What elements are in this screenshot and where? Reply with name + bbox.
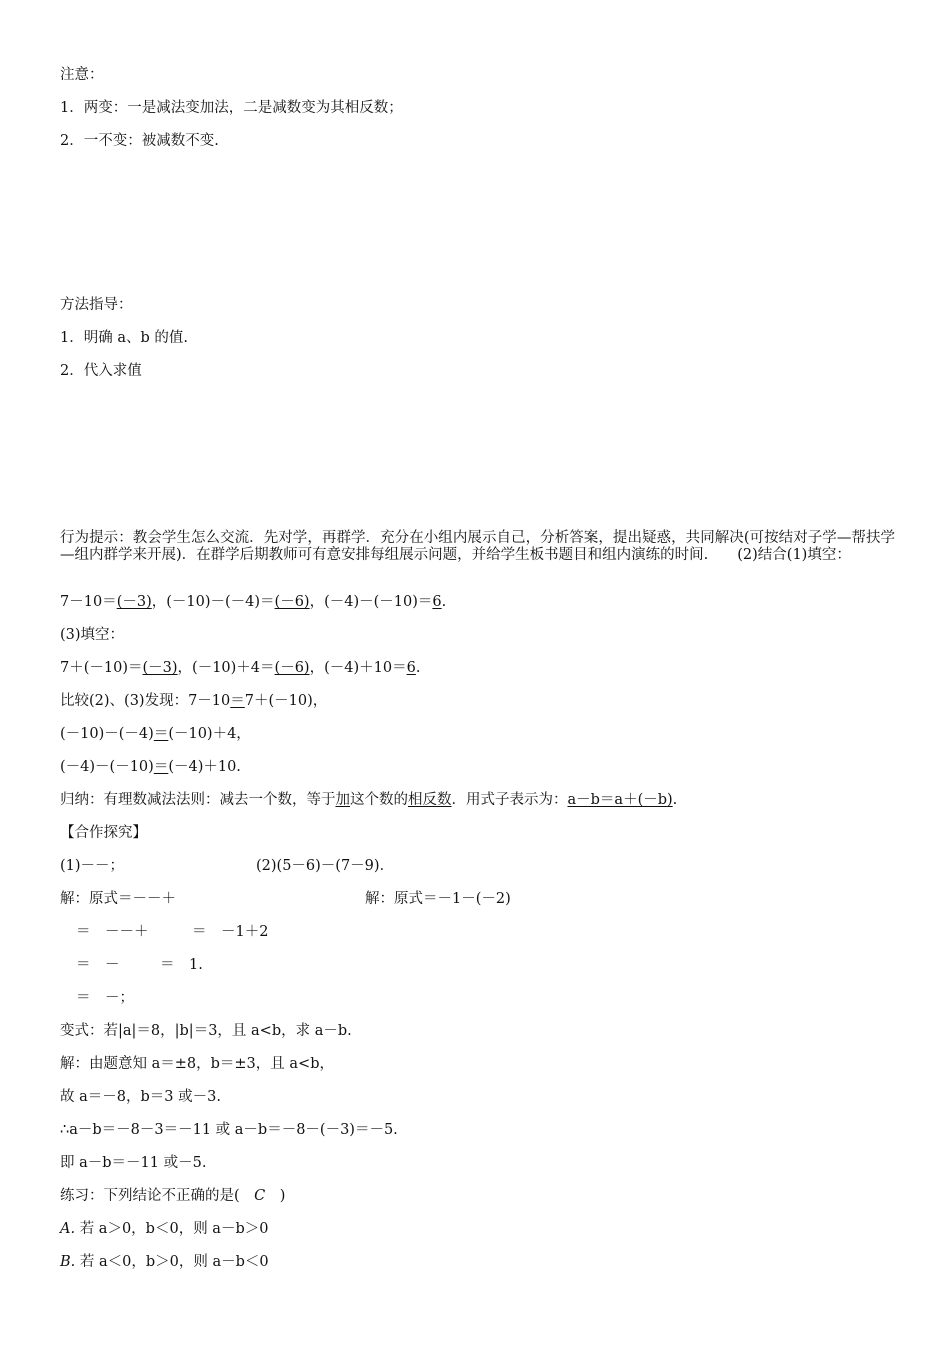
variant-solution-4: 即 a－b＝－11 或－5.	[60, 1155, 207, 1171]
fill3-a-answer: (－3)	[142, 660, 178, 676]
summary-line	[60, 793, 677, 808]
compare-1-eq: ＝	[230, 693, 245, 709]
solution-2-line-2: ＝ －1＋2	[192, 924, 269, 940]
coop-title: 【合作探究】	[60, 825, 147, 841]
solution-1-line-1: 解：原式＝－－＋	[60, 891, 176, 907]
method-item-2: 2．代入求值	[60, 363, 142, 379]
practice-question-text: 练习：下列结论不正确的是(	[60, 1188, 255, 1204]
fill2-a-question: 7－10＝	[60, 594, 117, 610]
compare-1-left: 比较(2)、(3)发现：7－10	[60, 693, 231, 709]
practice-question	[60, 1189, 285, 1204]
solution-1-line-2: ＝ －－＋	[76, 924, 149, 940]
variant-question: 变式：若|a|＝8，|b|＝3，且 a<b，求 a－b.	[60, 1023, 352, 1039]
compare-2-right: (－10)＋4，	[168, 726, 251, 742]
practice-answer: C	[254, 1188, 266, 1204]
compare-3-left: (－4)－(－10)	[60, 759, 154, 775]
compare-2-left: (－10)－(－4)	[60, 726, 154, 742]
compare-2-eq: ＝	[153, 726, 169, 742]
variant-solution-3: ∴a－b＝－8－3＝－11 或 a－b＝－8－(－3)＝－5.	[60, 1122, 398, 1138]
fill3-c-question: ，(－4)＋10＝	[309, 660, 407, 676]
summary-mid-2: ．用式子表示为：	[451, 792, 568, 808]
summary-answer-2: 相反数	[408, 792, 452, 808]
summary-answer-3: a－b＝a＋(－b)	[567, 792, 673, 808]
compare-line-1	[60, 694, 327, 709]
option-b-label: B.	[60, 1254, 76, 1270]
fill3-a-question: 7＋(－10)＝	[60, 660, 143, 676]
variant-solution-1: 解：由题意知 a＝±8，b＝±3，且 a<b，	[60, 1056, 334, 1072]
solution-2-line-1: 解：原式＝－1－(－2)	[365, 891, 511, 907]
fill3-b-question: ，(－10)＋4＝	[177, 660, 275, 676]
notice-item-1: 1．两变：一是减法变加法，二是减数变为其相反数；	[60, 100, 403, 116]
practice-option-b	[60, 1255, 269, 1270]
compare-line-2	[60, 727, 251, 742]
fill2-c-answer: 6	[432, 594, 442, 610]
method-item-1: 1．明确 a、b 的值.	[60, 330, 188, 346]
summary-mid: 这个数的	[350, 792, 408, 808]
compare-3-right: (－4)＋10.	[168, 759, 241, 775]
fill3-b-answer: (－6)	[274, 660, 310, 676]
exercise-2: (2)(5－6)－(7－9)．	[256, 858, 395, 874]
option-a-label: A.	[60, 1221, 76, 1237]
fill-line-3	[60, 661, 420, 676]
fill2-b-answer: (－6)	[274, 594, 310, 610]
solution-2-line-3: ＝ 1.	[160, 957, 203, 973]
fill3-title: (3)填空：	[60, 627, 125, 643]
fill-line-2	[60, 595, 446, 610]
fill2-b-question: ，(－10)－(－4)＝	[151, 594, 275, 610]
solution-1-line-3: ＝ －	[76, 957, 120, 973]
compare-3-eq: ＝	[153, 759, 169, 775]
option-a-text: 若 a＞0，b＜0，则 a－b＞0	[79, 1221, 269, 1237]
summary-pre: 归纳：有理数减法法则：减去一个数，等于	[60, 792, 336, 808]
practice-option-a	[60, 1222, 268, 1237]
practice-question-close: )	[265, 1188, 286, 1204]
exercise-1: (1)－－；	[60, 858, 125, 874]
fill2-end: .	[441, 594, 447, 610]
compare-1-right: 7＋(－10)，	[244, 693, 328, 709]
fill3-end: .	[415, 660, 421, 676]
summary-end: .	[672, 792, 678, 808]
method-title: 方法指导：	[60, 297, 133, 313]
summary-answer-1: 加	[335, 792, 350, 808]
compare-line-3	[60, 760, 241, 775]
fill2-a-answer: (－3)	[116, 594, 152, 610]
variant-solution-2: 故 a＝－8，b＝3 或－3.	[60, 1089, 221, 1105]
fill2-c-question: ，(－4)－(－10)＝	[309, 594, 433, 610]
notice-title: 注意：	[60, 67, 104, 83]
behavior-tip-paragraph: 行为提示：教会学生怎么交流．先对学，再群学．充分在小组内展示自己，分析答案，提出疑惑，共同解决(可按结对子学—帮扶学—组内群学来开展)．在群学后期教师可有意安排每组展示问题，并给学生板书题目和组内演练的时间. (2)结合(1)填空：	[60, 530, 895, 563]
notice-item-2: 2．一不变：被减数不变.	[60, 133, 219, 149]
option-b-text: 若 a＜0，b＞0，则 a－b＜0	[79, 1254, 269, 1270]
fill3-c-answer: 6	[406, 660, 416, 676]
solution-1-line-4: ＝ －；	[76, 990, 134, 1006]
